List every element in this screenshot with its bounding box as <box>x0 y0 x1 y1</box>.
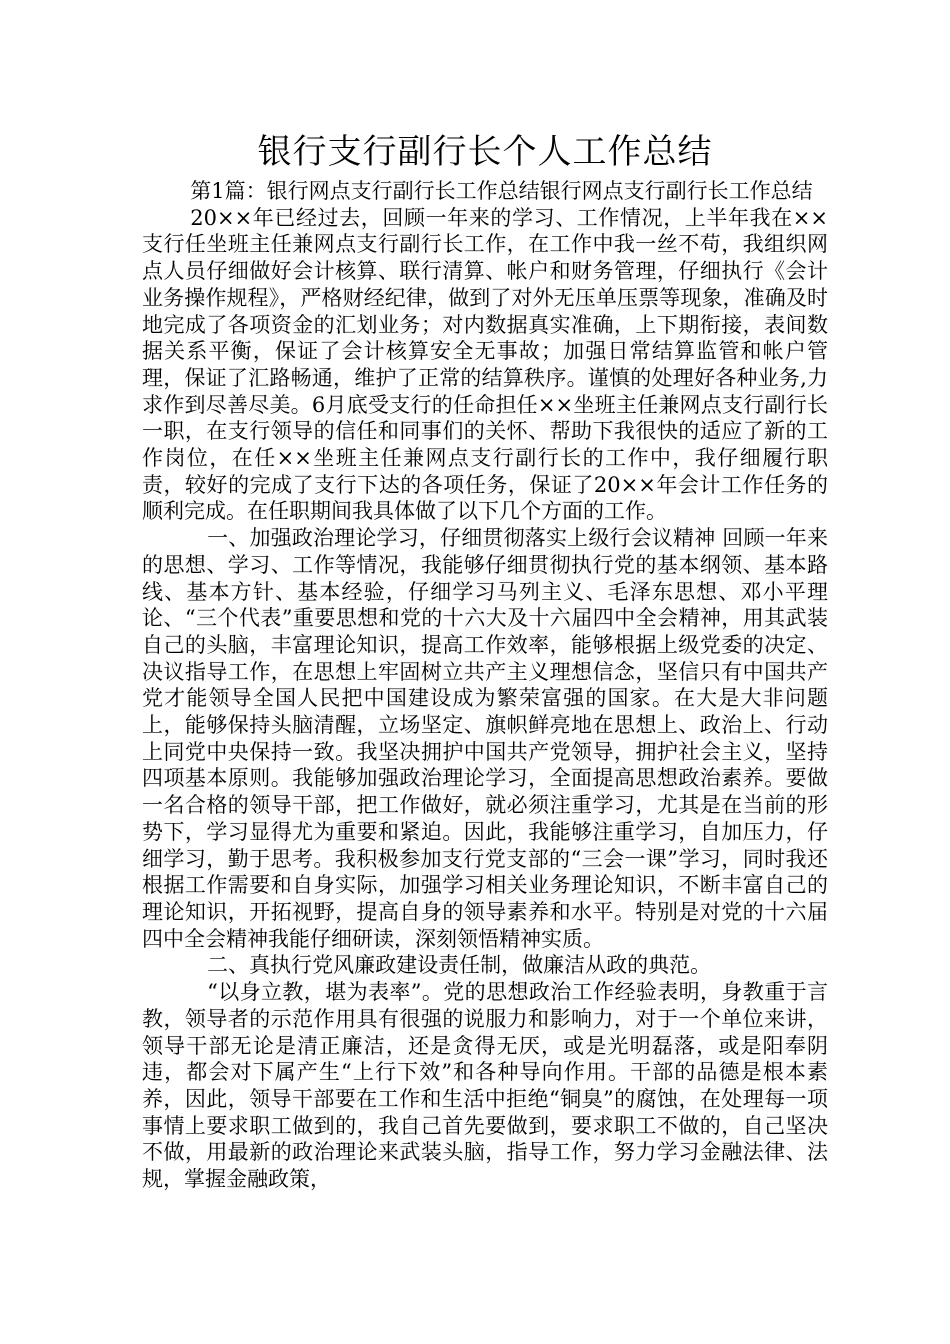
document-title: 银行支行副行长个人工作总结 <box>257 132 713 172</box>
paragraph-2: 一、加强政治理论学习，仔细贯彻落实上级行会议精神 回顾一年来的思想、学习、工作等情况，我能够仔细贯彻执行党的基本纲领、基本路线、基本方针、基本经验，仔细学习马列主义、毛泽东思想、邓小平理论、“三个代表”重要思想和党的十六大及十六届四中全会精神，用其武装自己的头脑，丰富理论知识，提高工作效率，能够根据上级党委的决定、决议指导工作，在思想上牢固树立共产主义理想信念，坚信只有中国共产党才能领导全国人民把中国建设成为繁荣富强的国家。在大是大非问题上，能够保持头脑清醒，立场坚定、旗帜鲜亮地在思想上、政治上、行动上同党中央保持一致。我坚决拥护中国共产党领导，拥护社会主义，坚持四项基本原则。我能够加强政治理论学习，全面提高思想政治素养。要做一名合格的领导干部，把工作做好，就必须注重学习，尤其是在当前的形势下，学习显得尤为重要和紧迫。因此，我能够注重学习，自加压力，仔细学习，勤于思考。我积极参加支行党支部的“三会一课”学习，同时我还根据工作需要和自身实际，加强学习相关业务理论知识，不断丰富自己的理论知识，开拓视野，提高自身的领导素养和水平。特别是对党的十六届四中全会精神我能仔细研读，深刻领悟精神实质。 <box>142 526 828 951</box>
paragraph-3: 二、真执行党风廉政建设责任制，做廉洁从政的典范。 <box>207 953 712 978</box>
document-page <box>142 128 828 1193</box>
paragraph-1: 20××年已经过去，回顾一年来的学习、工作情况，上半年我在××支行任坐班主任兼网点支行副行长工作，在工作中我一丝不苟，我组织网点人员仔细做好会计核算、联行清算、帐户和财务管理，仔细执行《会计业务操作规程》，严格财经纪律，做到了对外无压单压票等现象，准确及时地完成了各项资金的汇划业务；对内数据真实准确，上下期衔接，表间数据关系平衡，保证了会计核算安全无事故；加强日常结算监管和帐户管理，保证了汇路畅通，维护了正常的结算秩序。谨慎的处理好各种业务,力求作到尽善尽美。6月底受支行的任命担任××坐班主任兼网点支行副行长一职，在支行领导的信任和同事们的关怀、帮助下我很快的适应了新的工作岗位，在任××坐班主任兼网点支行副行长的工作中，我仔细履行职责，较好的完成了支行下达的各项任务，保证了20××年会计工作任务的顺利完成。在任职期间我具体做了以下几个方面的工作。 <box>142 205 828 524</box>
paragraph-4: “以身立教，堪为表率”。党的思想政治工作经验表明，身教重于言教，领导者的示范作用具有很强的说服力和影响力，对于一个单位来讲，领导干部无论是清正廉洁，还是贪得无厌，或是光明磊落，或是阳奉阴违，都会对下属产生“上行下效”和各种导向作用。干部的品德是根本素养，因此，领导干部要在工作和生活中拒绝“铜臭”的腐蚀，在处理每一项事情上要求职工做到的，我自己首先要做到，要求职工不做的，自己坚决不做，用最新的政治理论来武装头脑，指导工作，努力学习金融法律、法规，掌握金融政策， <box>142 980 828 1192</box>
document-subheading: 第1篇：银行网点支行副行长工作总结银行网点支行副行长工作总结 <box>190 179 813 203</box>
